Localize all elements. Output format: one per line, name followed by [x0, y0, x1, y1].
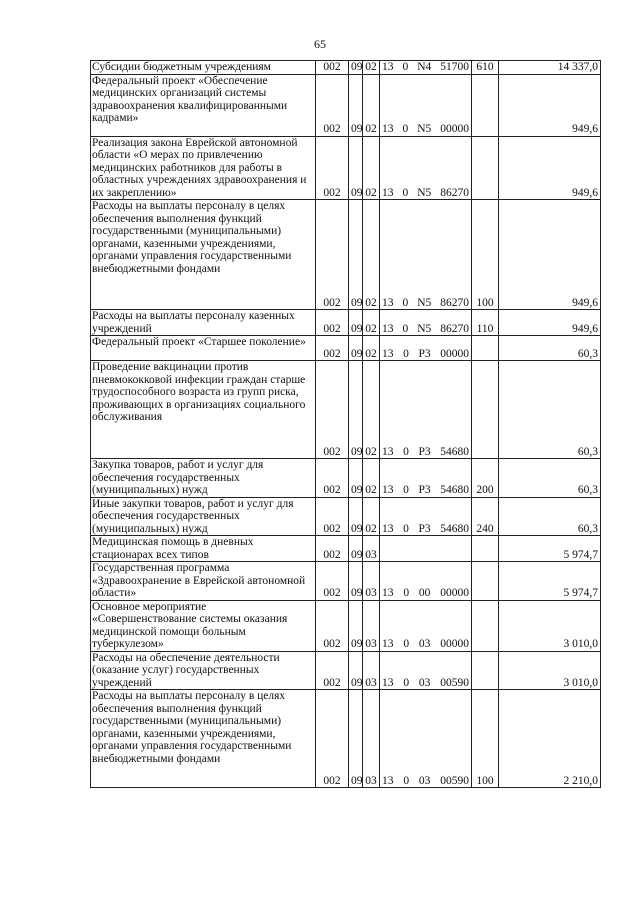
- row-name: Медицинская помощь в дневных стационарах всех типов: [91, 536, 316, 562]
- expense-type-code: 100: [472, 690, 499, 788]
- row-sum: 60,3: [499, 336, 601, 361]
- program-code-part: 00000: [440, 638, 469, 650]
- program-code-part: N5: [417, 322, 432, 335]
- program-code-part: 13: [382, 61, 394, 73]
- program-code-part: 86270: [440, 186, 469, 199]
- ved-code: 002: [316, 61, 349, 75]
- table-row: [91, 200, 601, 310]
- table-row: [91, 536, 601, 562]
- row-name: Реализация закона Еврейской автономной области «О мерах по привлечению медицинских работников для работы в областных учреждениях здравоохранения и их закреплению»: [91, 136, 316, 200]
- expense-type-code: 110: [472, 310, 499, 336]
- ved-code: 002: [316, 497, 349, 536]
- program-code-part: N4: [417, 61, 432, 73]
- program-code: [380, 61, 472, 75]
- row-sum: 60,3: [499, 459, 601, 498]
- program-code-part: 0: [402, 296, 409, 309]
- ved-code: 002: [316, 361, 349, 459]
- expense-type-code: 200: [472, 459, 499, 498]
- row-sum: 949,6: [499, 74, 601, 136]
- program-code-part: N5: [417, 296, 432, 309]
- subsection-code: 02: [363, 61, 380, 75]
- program-code-part: 13: [382, 522, 394, 535]
- table-row: [91, 136, 601, 200]
- program-code-part: P3: [418, 484, 431, 496]
- row-sum: 949,6: [499, 136, 601, 200]
- program-code-part: 13: [382, 445, 394, 458]
- ved-code: 002: [316, 562, 349, 601]
- ved-code: 002: [316, 536, 349, 562]
- program-code-part: 0: [403, 676, 410, 689]
- program-code-part: 00000: [440, 587, 469, 599]
- row-name: Закупка товаров, работ и услуг для обеспечения государственных (муниципальных) нужд: [91, 459, 316, 498]
- program-code-part: 86270: [440, 296, 469, 309]
- subsection-code: 03: [363, 600, 380, 651]
- section-code: 09: [349, 361, 363, 459]
- ved-code: 002: [316, 336, 349, 361]
- table-row: [91, 459, 601, 498]
- row-name: Расходы на выплаты персоналу казенных учреждений: [91, 310, 316, 336]
- program-code: [380, 136, 472, 200]
- program-code: [380, 651, 472, 690]
- program-code-part: 54680: [440, 522, 469, 535]
- program-code: [380, 600, 472, 651]
- program-code-part: 03: [418, 638, 431, 650]
- section-code: 09: [349, 61, 363, 75]
- ved-code: 002: [316, 459, 349, 498]
- section-code: 09: [349, 136, 363, 200]
- program-code: [380, 361, 472, 459]
- ved-code: 002: [316, 74, 349, 136]
- program-code: [380, 74, 472, 136]
- section-code: 09: [349, 310, 363, 336]
- expense-type-code: 100: [472, 200, 499, 310]
- program-code: [380, 459, 472, 498]
- table-row: [91, 61, 601, 75]
- table-row: [91, 562, 601, 601]
- program-code: [380, 690, 472, 788]
- row-sum: 5 974,7: [499, 536, 601, 562]
- subsection-code: 03: [363, 690, 380, 788]
- subsection-code: 02: [363, 336, 380, 361]
- program-code-part: 13: [382, 186, 394, 199]
- row-sum: 60,3: [499, 497, 601, 536]
- expense-type-code: [472, 651, 499, 690]
- program-code-part: N5: [417, 186, 432, 199]
- row-name: Основное мероприятие «Совершенствование системы оказания медицинской помощи больным туберкулезом»: [91, 600, 316, 651]
- section-code: 09: [349, 562, 363, 601]
- table-row: [91, 690, 601, 788]
- program-code-part: 13: [382, 638, 394, 650]
- subsection-code: 02: [363, 497, 380, 536]
- budget-table: [90, 60, 601, 788]
- table-row: [91, 497, 601, 536]
- table-row: [91, 310, 601, 336]
- ved-code: 002: [316, 651, 349, 690]
- ved-code: 002: [316, 600, 349, 651]
- table-row: [91, 361, 601, 459]
- program-code-part: 00590: [440, 774, 469, 787]
- program-code-part: 86270: [440, 322, 469, 335]
- program-code-part: 13: [382, 484, 394, 496]
- program-code-part: 13: [382, 123, 394, 135]
- program-code-part: 0: [402, 186, 409, 199]
- subsection-code: 03: [363, 651, 380, 690]
- program-code-part: P3: [418, 445, 431, 458]
- program-code-part: 0: [403, 774, 410, 787]
- program-code-part: 51700: [440, 61, 469, 73]
- program-code-part: 13: [382, 296, 394, 309]
- ved-code: 002: [316, 136, 349, 200]
- subsection-code: 02: [363, 361, 380, 459]
- subsection-code: 02: [363, 200, 380, 310]
- subsection-code: 02: [363, 74, 380, 136]
- row-name: Расходы на выплаты персоналу в целях обеспечения выполнения функций государственными (муниципальными) органами, казенными учреждениями, органами управления государственными внебюджетными фондами: [91, 690, 316, 788]
- table-row: [91, 74, 601, 136]
- row-name: Федеральный проект «Обеспечение медицинских организаций системы здравоохранения квалифицированными кадрами»: [91, 74, 316, 136]
- program-code-part: 0: [402, 123, 409, 135]
- table-row: [91, 336, 601, 361]
- section-code: 09: [349, 651, 363, 690]
- program-code-part: N5: [417, 123, 432, 135]
- program-code-part: 13: [382, 676, 394, 689]
- row-name: Расходы на выплаты персоналу в целях обеспечения выполнения функций государственными (муниципальными) органами, казенными учреждениями, органами управления государственными внебюджетными фондами: [91, 200, 316, 310]
- section-code: 09: [349, 600, 363, 651]
- row-sum: 3 010,0: [499, 651, 601, 690]
- row-name: Расходы на обеспечение деятельности (оказание услуг) государственных учреждений: [91, 651, 316, 690]
- program-code-part: 0: [403, 484, 409, 496]
- program-code-part: 00000: [440, 123, 469, 135]
- ved-code: 002: [316, 310, 349, 336]
- row-sum: 5 974,7: [499, 562, 601, 601]
- subsection-code: 02: [363, 136, 380, 200]
- row-sum: 3 010,0: [499, 600, 601, 651]
- program-code: [380, 310, 472, 336]
- row-name: Субсидии бюджетным учреждениям: [91, 61, 316, 75]
- program-code-part: 54680: [440, 484, 469, 496]
- row-sum: 14 337,0: [499, 61, 601, 75]
- section-code: 09: [349, 336, 363, 361]
- program-code-part: 13: [382, 774, 394, 787]
- expense-type-code: [472, 336, 499, 361]
- program-code: [380, 336, 472, 361]
- expense-type-code: [472, 536, 499, 562]
- program-code-part: 00: [418, 587, 431, 599]
- expense-type-code: [472, 600, 499, 651]
- program-code-part: 0: [403, 445, 409, 458]
- subsection-code: 03: [363, 562, 380, 601]
- subsection-code: 03: [363, 536, 380, 562]
- table-row: [91, 651, 601, 690]
- program-code-part: 0: [403, 347, 409, 360]
- expense-type-code: [472, 136, 499, 200]
- section-code: 09: [349, 74, 363, 136]
- row-name: Федеральный проект «Старшее поколение»: [91, 336, 316, 361]
- row-sum: 60,3: [499, 361, 601, 459]
- program-code-part: 13: [382, 347, 394, 360]
- program-code-part: 0: [402, 322, 409, 335]
- program-code-part: 03: [418, 676, 431, 689]
- program-code: [380, 562, 472, 601]
- program-code-part: 0: [403, 638, 410, 650]
- program-code-part: 00000: [440, 347, 469, 360]
- page-number: 65: [314, 37, 326, 51]
- ved-code: 002: [316, 690, 349, 788]
- subsection-code: 02: [363, 459, 380, 498]
- program-code: [380, 200, 472, 310]
- subsection-code: 02: [363, 310, 380, 336]
- section-code: 09: [349, 459, 363, 498]
- program-code-part: P3: [418, 347, 431, 360]
- table-row: [91, 600, 601, 651]
- row-sum: 949,6: [499, 310, 601, 336]
- row-name: Государственная программа «Здравоохранение в Еврейской автономной области»: [91, 562, 316, 601]
- program-code-part: 13: [382, 322, 394, 335]
- program-code: [380, 497, 472, 536]
- program-code-part: 13: [382, 587, 394, 599]
- section-code: 09: [349, 497, 363, 536]
- program-code: [380, 536, 472, 562]
- program-code-part: 03: [418, 774, 431, 787]
- expense-type-code: 240: [472, 497, 499, 536]
- program-code-part: 54680: [440, 445, 469, 458]
- row-name: Проведение вакцинации против пневмококковой инфекции граждан старше трудоспособного возраста из групп риска, проживающих в организациях социального обслуживания: [91, 361, 316, 459]
- row-sum: 949,6: [499, 200, 601, 310]
- program-code-part: 00590: [440, 676, 469, 689]
- program-code-part: 0: [403, 587, 410, 599]
- section-code: 09: [349, 690, 363, 788]
- row-name: Иные закупки товаров, работ и услуг для обеспечения государственных (муниципальных) нужд: [91, 497, 316, 536]
- row-sum: 2 210,0: [499, 690, 601, 788]
- expense-type-code: [472, 562, 499, 601]
- expense-type-code: [472, 74, 499, 136]
- ved-code: 002: [316, 200, 349, 310]
- section-code: 09: [349, 200, 363, 310]
- section-code: 09: [349, 536, 363, 562]
- program-code-part: P3: [418, 522, 431, 535]
- program-code-part: 0: [403, 522, 409, 535]
- expense-type-code: [472, 361, 499, 459]
- program-code-part: 0: [402, 61, 409, 73]
- expense-type-code: 610: [472, 61, 499, 75]
